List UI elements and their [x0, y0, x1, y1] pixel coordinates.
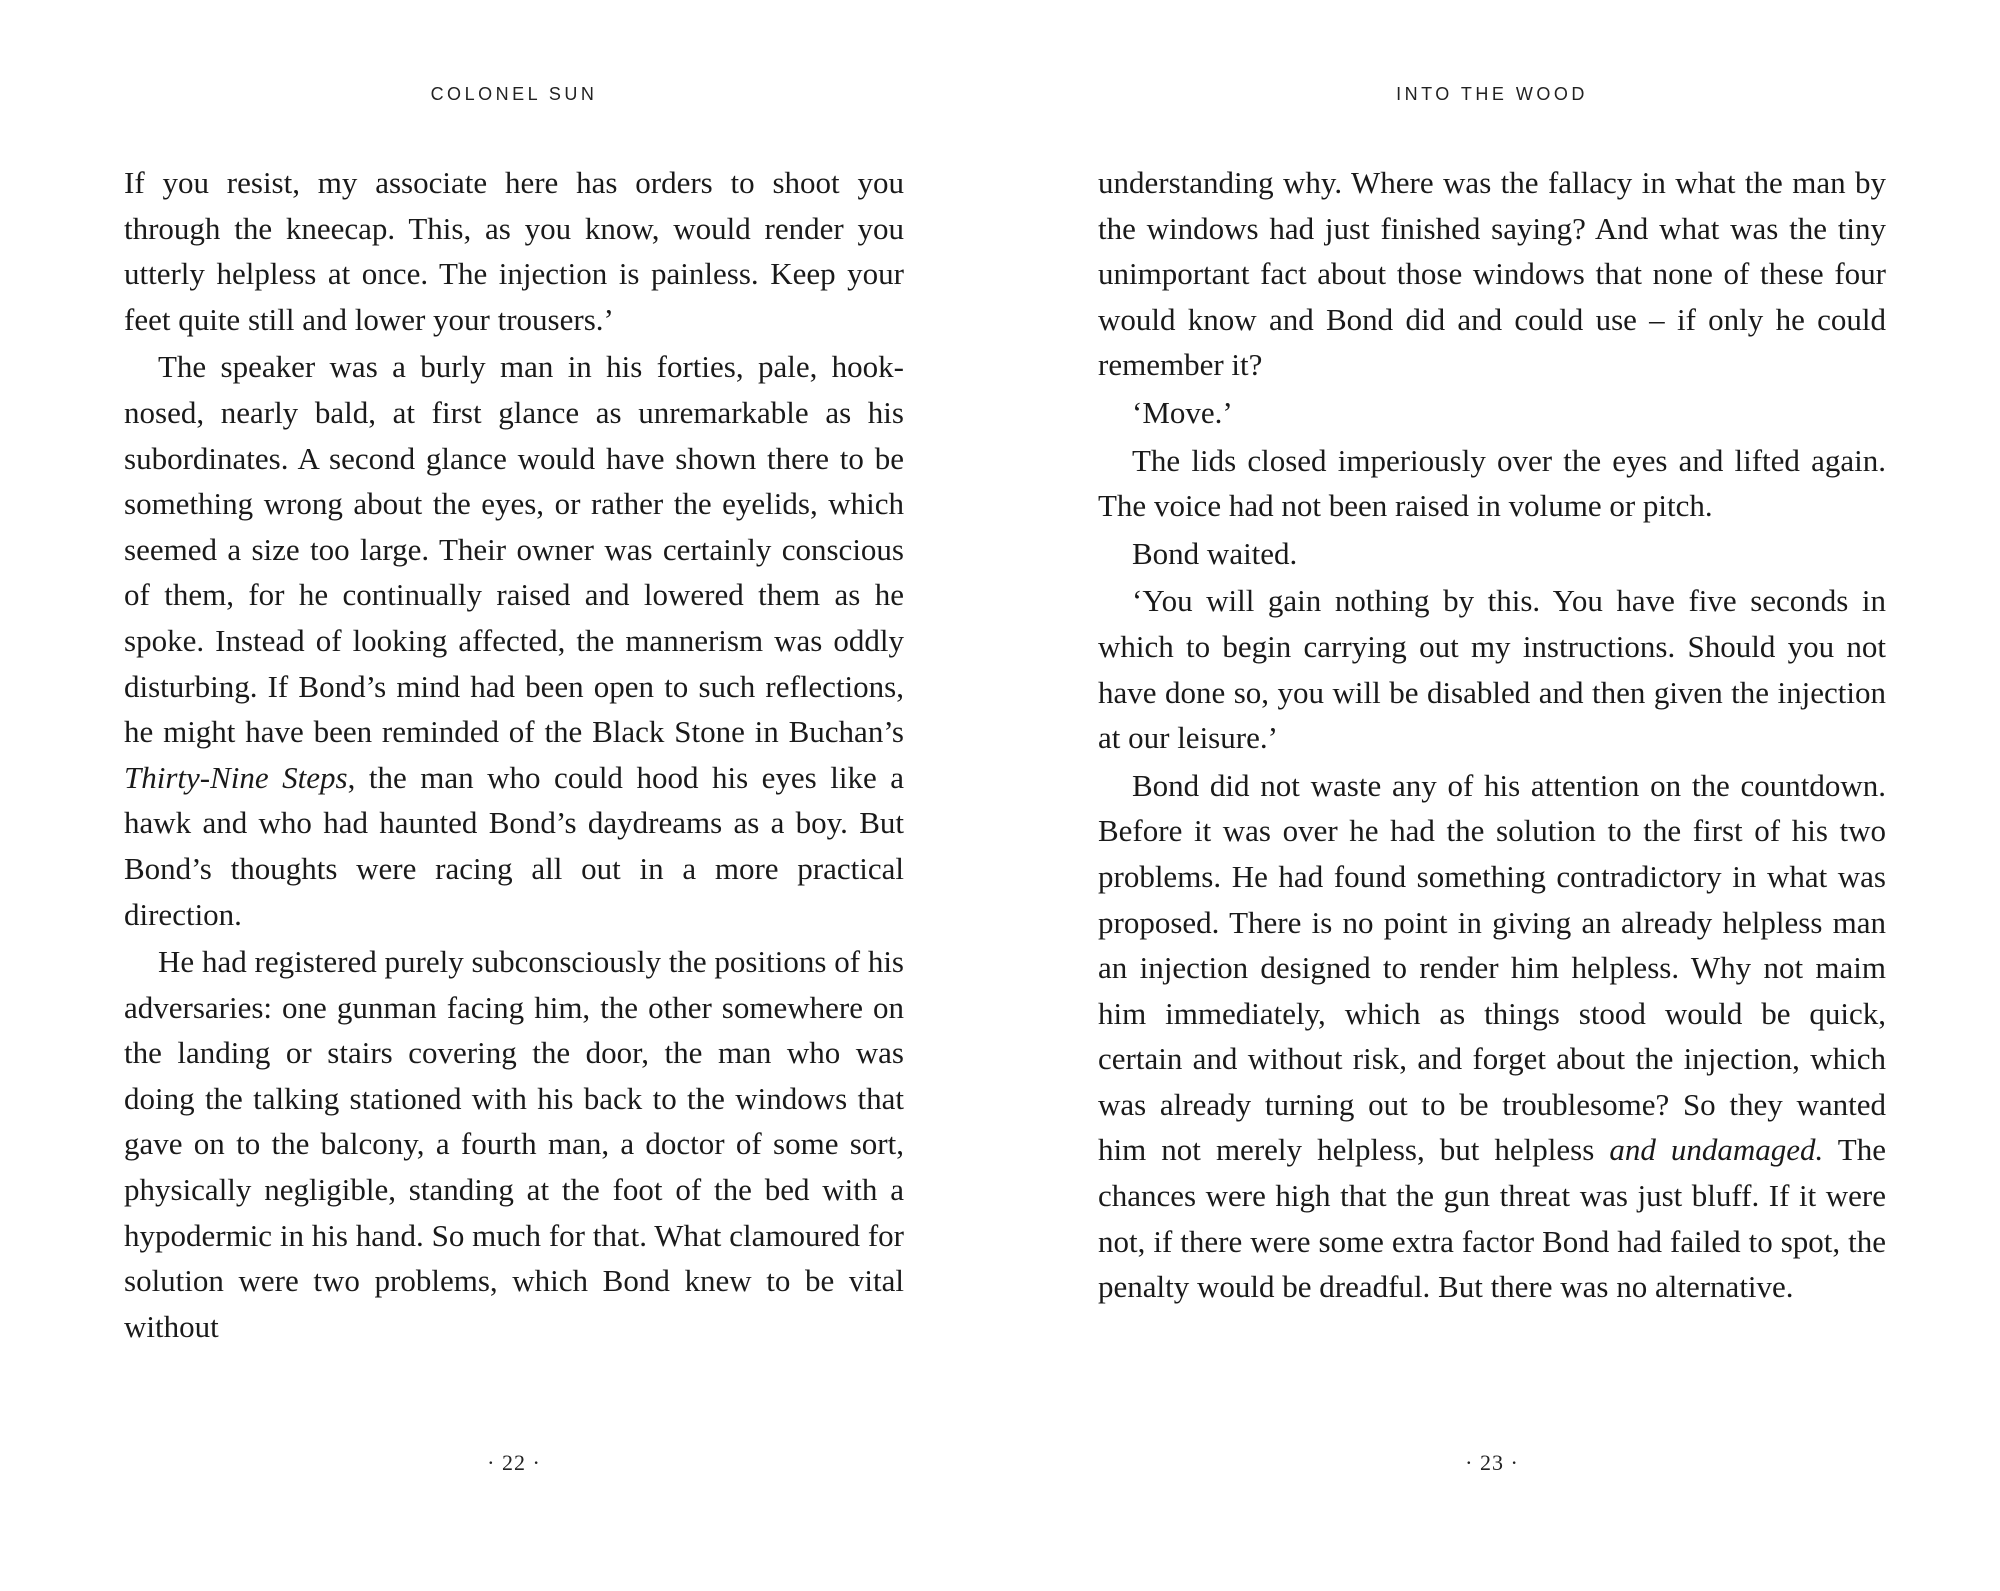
paragraph-text-continued: , the man who could hood his eyes like a hawk and who had haunted Bond’s daydreams as a boy. But Bond’s thoughts were racing all out in a more practical direction. — [124, 759, 904, 932]
paragraph-text: He had registered purely subconsciously the positions of his adversaries: one gunman facing him, the other somewhere on the landing or stairs covering the door, the man who was doing the talking stationed with his back to the windows that gave on to the balcony, a fourth man, a doctor of some sort, physically negligible, standing at the foot of the bed with a hypodermic in his hand. So much for that. What clamoured for solution were two problems, which Bond knew to be vital without — [124, 944, 904, 1344]
paragraph-text: If you resist, my associate here has orders to shoot you through the kneecap. This, as you know, would render you utterly helpless at once. The injection is painless. Keep your feet quite still and lower your trousers.’ — [124, 165, 904, 337]
paragraph-5 — [1098, 578, 1886, 760]
paragraph-3 — [124, 939, 904, 1349]
page-number-left: · 22 · — [487, 1450, 541, 1475]
running-head-left: COLONEL SUN — [430, 84, 598, 104]
paragraph-1 — [1098, 160, 1886, 388]
paragraph-text: The speaker was a burly man in his forties, pale, hook-nosed, nearly bald, at first glance as unremarkable as his subordinates. A second glance would have shown there to be something wrong about the eyes, or rather the eyelids, which seemed a size too large. Their owner was certainly conscious of them, for he continually raised and lowered them as he spoke. Instead of looking affected, the mannerism was oddly disturbing. If Bond’s mind had been open to such reflections, he might have been reminded of the Black Stone in Buchan’s — [124, 349, 904, 750]
paragraph-text: Bond waited. — [1132, 535, 1298, 571]
running-head-right: INTO THE WOOD — [1396, 84, 1588, 104]
left-page-body — [124, 160, 904, 1349]
paragraph-6 — [1098, 763, 1886, 1310]
paragraph-text: The lids closed imperiously over the eyes and lifted again. The voice had not been raised in volume or pitch. — [1098, 442, 1886, 524]
right-page — [1098, 0, 1886, 1591]
paragraph-1 — [124, 160, 904, 342]
paragraph-3 — [1098, 438, 1886, 529]
right-page-body — [1098, 160, 1886, 1310]
paragraph-2 — [1098, 390, 1886, 436]
emphasis-italic: and undamaged. — [1609, 1132, 1824, 1168]
paragraph-4 — [1098, 531, 1886, 577]
left-page — [124, 0, 904, 1591]
paragraph-text: ‘Move.’ — [1132, 394, 1233, 430]
paragraph-text: understanding why. Where was the fallacy in what the man by the windows had just finished saying? And what was the tiny unimportant fact about those windows that none of these four would know and Bond did and could use – if only he could remember it? — [1098, 165, 1886, 383]
book-title-italic: Thirty-Nine Steps — [124, 759, 348, 795]
paragraph-text-continued: The chances were high that the gun threat was just bluff. If it were not, if there were some extra factor Bond had failed to spot, the penalty would be dreadful. But there was no alternative. — [1098, 1132, 1886, 1305]
paragraph-text: Bond did not waste any of his attention on the countdown. Before it was over he had the solution to the first of his two problems. He had found something contradictory in what was proposed. There is no point in giving an already helpless man an injection designed to render him helpless. Why not maim him immediately, which as things stood would be quick, certain and without risk, and forget about the injection, which was already turning out to be troublesome? So they wanted him not merely helpless, but helpless — [1098, 767, 1886, 1168]
page-number-right: · 23 · — [1465, 1450, 1519, 1475]
paragraph-2 — [124, 344, 904, 937]
paragraph-text: ‘You will gain nothing by this. You have five seconds in which to begin carrying out my instructions. Should you not have done so, you will be disabled and then given the injection at our leisure.’ — [1098, 583, 1886, 756]
